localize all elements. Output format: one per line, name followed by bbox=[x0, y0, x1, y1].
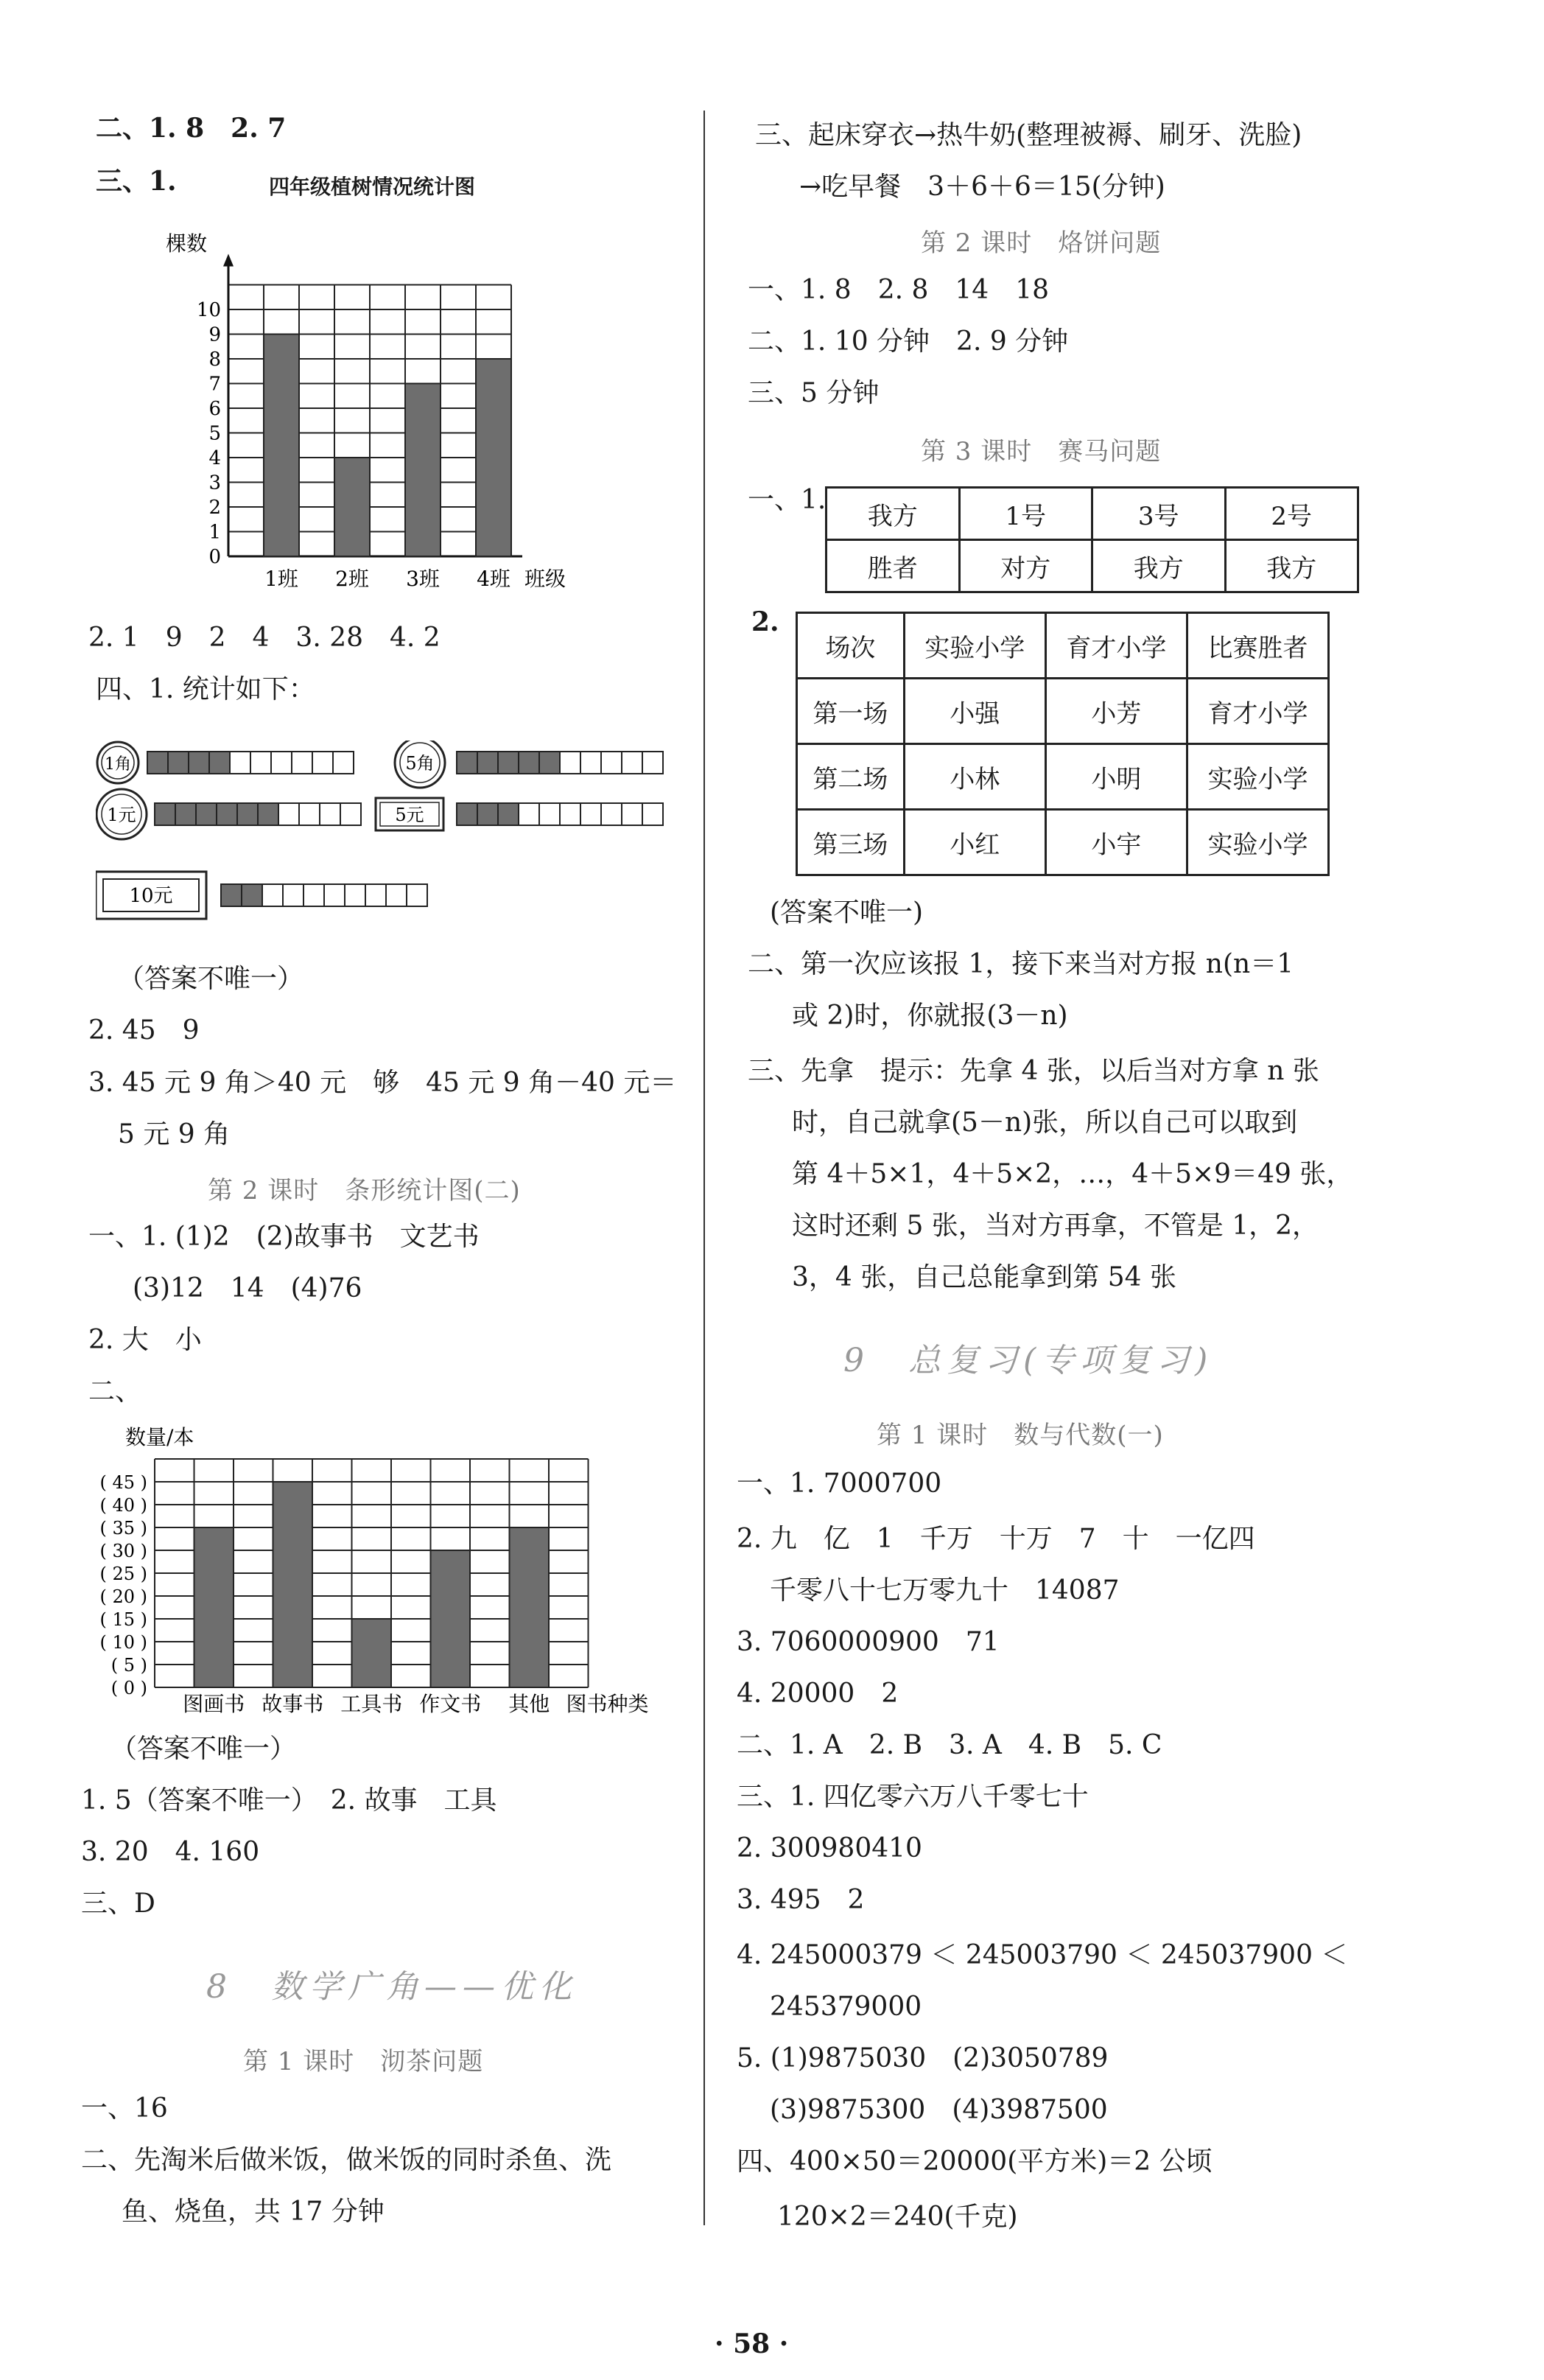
y-tick-label: 1 bbox=[208, 521, 221, 544]
money-cell bbox=[221, 884, 242, 906]
money-cell bbox=[271, 752, 292, 774]
x-tick-label: 2班 bbox=[335, 567, 369, 591]
money-cell bbox=[278, 803, 299, 825]
table-row bbox=[797, 810, 1329, 875]
money-cell bbox=[333, 752, 354, 774]
table-cell: 小芳 bbox=[1045, 679, 1187, 744]
answer-line: 1. 5（答案不唯一） 2. 故事 工具 bbox=[81, 1785, 497, 1816]
y-tick-label: 4 bbox=[208, 447, 221, 469]
money-cell bbox=[237, 803, 258, 825]
money-cell bbox=[642, 803, 663, 825]
answer-line: 千零八十七万零九十 14087 bbox=[770, 1575, 1120, 1606]
column-divider bbox=[703, 111, 705, 2225]
answer-line: (3)9875300 (4)3987500 bbox=[770, 2095, 1108, 2125]
money-cell bbox=[519, 752, 539, 774]
money-cell bbox=[320, 803, 340, 825]
table-cell: 1号 bbox=[959, 488, 1092, 540]
chart-title: 四年级植树情况统计图 bbox=[269, 175, 476, 199]
page-number: · 58 · bbox=[715, 2328, 789, 2359]
money-cell bbox=[262, 884, 283, 906]
answer-line: 这时还剩 5 张，当对方再拿，不管是 1，2， bbox=[792, 1211, 1319, 1241]
table-cell: 实验小学 bbox=[904, 613, 1045, 679]
answer-line: 3，4 张，自己总能拿到第 54 张 bbox=[792, 1262, 1176, 1292]
table-cell: 第三场 bbox=[797, 810, 905, 875]
money-cell bbox=[498, 803, 519, 825]
answer-line: 一、1. 7000700 bbox=[737, 1469, 942, 1499]
money-cell bbox=[580, 803, 601, 825]
bar bbox=[264, 335, 299, 557]
answer-line: 四、1. 统计如下： bbox=[96, 674, 315, 704]
money-cell bbox=[642, 752, 663, 774]
money-cell bbox=[622, 803, 642, 825]
match-table bbox=[796, 612, 1330, 876]
table-cell: 胜者 bbox=[827, 540, 960, 592]
bar bbox=[334, 458, 370, 556]
money-cell bbox=[601, 752, 622, 774]
table-cell: 我方 bbox=[1225, 540, 1358, 592]
answer-line: 2. 45 9 bbox=[88, 1015, 200, 1046]
money-count-chart bbox=[96, 741, 685, 932]
y-tick-label: 6 bbox=[208, 398, 221, 420]
tree-planting-bar-chart bbox=[166, 221, 637, 597]
money-cell bbox=[340, 803, 361, 825]
table-row bbox=[797, 744, 1329, 810]
y-tick-label: ( 15 ) bbox=[99, 1609, 147, 1630]
money-cell bbox=[168, 752, 189, 774]
x-tick-label: 3班 bbox=[406, 567, 440, 591]
answer-line: （答案不唯一） bbox=[118, 964, 304, 994]
money-cell bbox=[477, 803, 498, 825]
answer-line: 2. 大 小 bbox=[88, 1325, 202, 1355]
table-cell: 小红 bbox=[904, 810, 1045, 875]
money-cell bbox=[539, 752, 560, 774]
money-cell bbox=[345, 884, 365, 906]
x-tick-label: 工具书 bbox=[340, 1692, 403, 1716]
answer-line: 一、16 bbox=[81, 2093, 168, 2124]
table-cell: 小宇 bbox=[1045, 810, 1187, 875]
answer-line: (3)12 14 (4)76 bbox=[133, 1273, 362, 1303]
money-cell bbox=[242, 884, 262, 906]
answer-line: 三、5 分钟 bbox=[748, 378, 880, 408]
answer-line: 二、第一次应该报 1，接下来当对方报 n(n＝1 bbox=[748, 949, 1294, 979]
money-cell bbox=[580, 752, 601, 774]
answer-line: 时，自己就拿(5－n)张，所以自己可以取到 bbox=[792, 1107, 1298, 1138]
bar bbox=[431, 1550, 471, 1687]
answer-line: 2. 1 9 2 4 3. 28 4. 2 bbox=[88, 623, 441, 653]
x-axis-label: 图书种类 bbox=[566, 1692, 649, 1716]
table-cell: 育才小学 bbox=[1045, 613, 1187, 679]
y-tick-label: ( 40 ) bbox=[99, 1495, 147, 1516]
money-cell bbox=[250, 752, 271, 774]
y-axis-label: 棵数 bbox=[166, 231, 208, 256]
y-tick-label: 7 bbox=[208, 373, 221, 396]
y-axis-label: 数量/本 bbox=[125, 1425, 194, 1449]
table-cell: 比赛胜者 bbox=[1187, 613, 1328, 679]
table-row bbox=[797, 613, 1329, 679]
money-cell bbox=[312, 752, 333, 774]
money-cell bbox=[155, 803, 175, 825]
table-cell: 3号 bbox=[1092, 488, 1226, 540]
answer-line: 二、先淘米后做米饭，做米饭的同时杀鱼、洗 bbox=[81, 2145, 612, 2175]
horse-race-table bbox=[825, 486, 1359, 593]
money-cell bbox=[498, 752, 519, 774]
answer-line: 三、起床穿衣→热牛奶(整理被褥、刷牙、洗脸) bbox=[755, 120, 1302, 150]
money-cell bbox=[560, 803, 580, 825]
money-cell bbox=[560, 752, 580, 774]
money-cell bbox=[457, 803, 477, 825]
money-cell bbox=[189, 752, 209, 774]
lesson-heading: 第 3 课时 赛马问题 bbox=[921, 437, 1162, 466]
money-cell bbox=[299, 803, 320, 825]
y-tick-label: 3 bbox=[208, 472, 221, 494]
answer-line: 2. bbox=[751, 606, 779, 637]
y-tick-label: ( 35 ) bbox=[99, 1518, 147, 1539]
answer-line: 2. 九 亿 1 千万 十万 7 十 一亿四 bbox=[737, 1524, 1255, 1554]
unit-heading: 9 总复习(专项复习) bbox=[843, 1342, 1214, 1379]
x-tick-label: 故事书 bbox=[262, 1692, 324, 1716]
y-tick-label: ( 25 ) bbox=[99, 1564, 147, 1584]
money-cell bbox=[292, 752, 312, 774]
answer-line: 三、1. bbox=[96, 166, 177, 197]
table-cell: 第一场 bbox=[797, 679, 905, 744]
lesson-heading: 第 2 课时 烙饼问题 bbox=[921, 228, 1162, 258]
money-cell bbox=[230, 752, 250, 774]
answer-line: 一、1. (1)2 (2)故事书 文艺书 bbox=[88, 1222, 480, 1252]
y-axis-arrow bbox=[223, 254, 234, 267]
answer-line: 三、先拿 提示：先拿 4 张，以后当对方拿 n 张 bbox=[748, 1056, 1319, 1086]
money-cell bbox=[477, 752, 498, 774]
y-tick-label: ( 45 ) bbox=[99, 1472, 147, 1493]
answer-line: →吃早餐 3＋6＋6＝15(分钟) bbox=[799, 172, 1165, 202]
answer-line: 第 4＋5×1，4＋5×2，…，4＋5×9＝49 张， bbox=[792, 1159, 1353, 1189]
answer-line: （答案不唯一） bbox=[110, 1734, 297, 1764]
money-label: 10元 bbox=[129, 885, 173, 907]
answer-line: 3. 45 元 9 角＞40 元 够 45 元 9 角－40 元＝ bbox=[88, 1068, 677, 1098]
answer-line: 鱼、烧鱼，共 17 分钟 bbox=[122, 2197, 385, 2227]
table-cell: 场次 bbox=[797, 613, 905, 679]
answer-line: 3. 495 2 bbox=[737, 1885, 865, 1915]
money-cell bbox=[324, 884, 345, 906]
money-cell bbox=[209, 752, 230, 774]
bar bbox=[476, 359, 511, 556]
answer-line: 一、1. bbox=[748, 485, 827, 515]
table-row bbox=[827, 540, 1358, 592]
table-cell: 育才小学 bbox=[1187, 679, 1328, 744]
money-cell bbox=[147, 752, 168, 774]
y-tick-label: ( 30 ) bbox=[99, 1541, 147, 1561]
money-label: 5角 bbox=[405, 753, 435, 774]
answer-line: (答案不唯一) bbox=[770, 897, 924, 928]
money-cell bbox=[196, 803, 217, 825]
answer-line: 3. 20 4. 160 bbox=[81, 1837, 260, 1867]
answer-line: 一、1. 8 2. 8 14 18 bbox=[748, 275, 1050, 305]
table-cell: 小林 bbox=[904, 744, 1045, 810]
money-cell bbox=[539, 803, 560, 825]
answer-line: 245379000 bbox=[770, 1992, 922, 2022]
x-tick-label: 图画书 bbox=[183, 1692, 245, 1716]
answer-line: 二、1. 8 2. 7 bbox=[96, 113, 287, 144]
money-cell bbox=[601, 803, 622, 825]
money-label: 1元 bbox=[107, 805, 136, 825]
money-cell bbox=[175, 803, 196, 825]
bar bbox=[510, 1527, 550, 1687]
y-tick-label: ( 0 ) bbox=[110, 1678, 147, 1698]
money-cell bbox=[303, 884, 324, 906]
money-label: 5元 bbox=[395, 805, 424, 825]
table-cell: 小强 bbox=[904, 679, 1045, 744]
money-cell bbox=[622, 752, 642, 774]
money-cell bbox=[457, 752, 477, 774]
money-cell bbox=[365, 884, 386, 906]
bar bbox=[273, 1482, 313, 1687]
x-axis-label: 班级 bbox=[524, 567, 566, 591]
answer-line: 或 2)时，你就报(3－n) bbox=[792, 1001, 1068, 1031]
y-tick-label: 8 bbox=[208, 349, 221, 371]
answer-line: 三、D bbox=[81, 1889, 155, 1919]
y-tick-label: 5 bbox=[208, 422, 221, 445]
lesson-heading: 第 1 课时 沏茶问题 bbox=[243, 2047, 484, 2076]
x-tick-label: 4班 bbox=[477, 567, 510, 591]
money-cell bbox=[283, 884, 303, 906]
y-tick-label: 2 bbox=[208, 497, 221, 519]
answer-line: 4. 245000379 ＜ 245003790 ＜ 245037900 ＜ bbox=[737, 1940, 1348, 1970]
answer-line: 三、1. 四亿零六万八千零七十 bbox=[737, 1782, 1089, 1812]
answer-line: 二、 bbox=[88, 1376, 142, 1407]
x-tick-label: 1班 bbox=[264, 567, 298, 591]
money-cell bbox=[217, 803, 237, 825]
table-row bbox=[827, 488, 1358, 540]
answer-line: 5 元 9 角 bbox=[118, 1119, 231, 1149]
y-tick-label: ( 5 ) bbox=[110, 1655, 147, 1676]
x-tick-label: 其他 bbox=[508, 1692, 550, 1716]
bar bbox=[352, 1619, 392, 1687]
answer-line: 四、400×50＝20000(平方米)＝2 公顷 bbox=[737, 2146, 1213, 2177]
bar bbox=[405, 384, 441, 557]
table-cell: 对方 bbox=[959, 540, 1092, 592]
y-tick-label: 0 bbox=[208, 546, 221, 568]
answer-line: 二、1. 10 分钟 2. 9 分钟 bbox=[748, 326, 1069, 357]
table-cell: 小明 bbox=[1045, 744, 1187, 810]
table-cell: 2号 bbox=[1225, 488, 1358, 540]
money-cell bbox=[407, 884, 427, 906]
answer-line: 120×2＝240(千克) bbox=[777, 2202, 1018, 2232]
x-tick-label: 作文书 bbox=[419, 1692, 482, 1716]
money-cell bbox=[258, 803, 278, 825]
table-cell: 实验小学 bbox=[1187, 810, 1328, 875]
answer-line: 4. 20000 2 bbox=[737, 1679, 899, 1709]
y-tick-label: 9 bbox=[208, 323, 221, 346]
answer-line: 5. (1)9875030 (2)3050789 bbox=[737, 2043, 1109, 2073]
y-tick-label: ( 10 ) bbox=[99, 1632, 147, 1653]
lesson-heading: 第 2 课时 条形统计图(二) bbox=[208, 1176, 521, 1205]
unit-heading: 8 数学广角——优化 bbox=[206, 1968, 578, 2006]
lesson-heading: 第 1 课时 数与代数(一) bbox=[877, 1421, 1164, 1450]
y-tick-label: ( 20 ) bbox=[99, 1586, 147, 1607]
bar bbox=[194, 1527, 234, 1687]
table-cell: 我方 bbox=[827, 488, 960, 540]
money-label: 1角 bbox=[105, 755, 131, 774]
table-cell: 实验小学 bbox=[1187, 744, 1328, 810]
table-row bbox=[797, 679, 1329, 744]
money-cell bbox=[519, 803, 539, 825]
book-count-bar-chart bbox=[81, 1422, 685, 1717]
answer-line: 2. 300980410 bbox=[737, 1833, 922, 1863]
table-cell: 我方 bbox=[1092, 540, 1226, 592]
money-cell bbox=[386, 884, 407, 906]
answer-line: 二、1. A 2. B 3. A 4. B 5. C bbox=[737, 1730, 1162, 1760]
table-cell: 第二场 bbox=[797, 744, 905, 810]
answer-line: 3. 7060000900 71 bbox=[737, 1627, 1000, 1657]
y-tick-label: 10 bbox=[196, 299, 221, 321]
